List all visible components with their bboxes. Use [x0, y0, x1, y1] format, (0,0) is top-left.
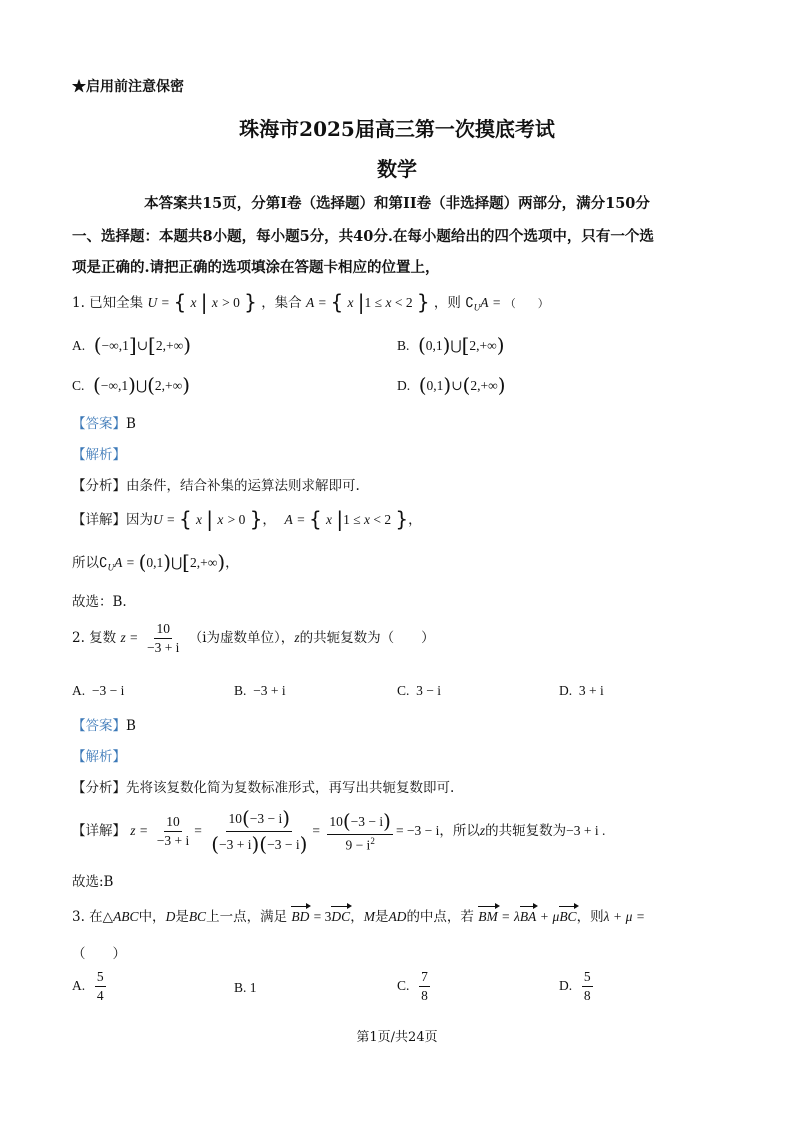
q2-fenxi-text: 先将该复数化简为复数标准形式，再写出共轭复数即可. [126, 780, 455, 796]
q1-detail: 【详解】因为U = { x | x > 0 }， A = { x |1 ≤ x < 2 }， [72, 507, 422, 531]
q1-stem-text-b: ，集合 [261, 295, 302, 311]
q1-fenxi [72, 474, 360, 494]
q2-detail-end: 的共轭复数为 [485, 823, 567, 839]
q1-analysis-tag: 【解析】 [72, 447, 126, 463]
q1-stem-paren: （ ） [504, 297, 549, 310]
fenxi-tag: 【分析】 [72, 478, 126, 494]
q3-stem-text-d: 上一点，满足 [206, 909, 288, 925]
q1-detail-text-a: 因为 [126, 512, 153, 528]
q1-result: 所以$∁_UA$ = (0,1)⋃[2,+∞)， [72, 550, 239, 574]
q1-answer [72, 412, 136, 432]
q2-stem-text-a: 2. 复数 [72, 630, 117, 647]
q2-answer-value: B [126, 718, 136, 734]
answer-tag: 【答案】 [72, 416, 126, 432]
q1-fenxi-text: 由条件，结合补集的运算法则求解即可. [126, 478, 360, 494]
confidential-note: ★启用前注意保密 [72, 79, 184, 95]
section-instruction-line2: 项是正确的.请把正确的选项填涂在答题卡相应的位置上， [72, 259, 440, 276]
q1-set-u: U [147, 295, 158, 310]
q2-option-c[interactable]: C. 3 − i [397, 683, 441, 698]
q3-option-c[interactable]: C. $\frac{7}{8}$ [397, 969, 428, 1004]
exam-title: 珠海市2025届高三第一次摸底考试 [239, 117, 555, 141]
question-2-stem: 2. 复数 z = $\frac{10}{-3 + i}$ （i为虚数单位），z的共轭复数为（ ） [72, 621, 435, 656]
q3-stem-text-c: 是 [175, 909, 189, 925]
q1-option-d[interactable]: D. (0,1)∪(2,+∞) [397, 373, 506, 397]
q3-stem-text-b: 中， [138, 909, 166, 925]
detail-tag: 【详解】 [72, 823, 126, 839]
q1-option-c[interactable]: C. (−∞,1)⋃(2,+∞) [72, 373, 191, 397]
q2-option-b[interactable]: B. −3 + i [234, 683, 286, 698]
q1-stem-text-a: 1. 已知全集 [72, 295, 144, 311]
q3-stem-text-h: ，则 [576, 909, 604, 925]
q2-option-a[interactable]: A. −3 − i [72, 683, 125, 698]
q3-stem-paren: （ ） [72, 946, 126, 962]
q2-fenxi [72, 776, 454, 796]
q2-stem-text-b: （i为虚数单位）， [188, 630, 295, 647]
q2-answer [72, 714, 136, 734]
detail-tag: 【详解】 [72, 512, 126, 528]
q3-stem-text-e: ， [350, 909, 364, 925]
q1-detail-text-b: ， [262, 512, 276, 528]
q3-option-a[interactable]: A. $\frac{5}{4}$ [72, 969, 104, 1004]
q2-detail: 【详解】 z = $\frac{10}{-3 + i}$ = $\frac{10(-3 - i)}{(-3 + i)(-3 - i)}$ = $\frac{10(-3 - i)}{9 - i^2}$ = −3 − i，所以z的共轭复数为−3 + i . [72, 806, 606, 856]
question-3-stem: 3. 在△ABC中，D是BC上一点，满足 BD = 3DC，M是AD的中点，若 BM = λBA + μBC，则λ + μ = [72, 909, 645, 925]
q3-option-b[interactable]: B. 1 [234, 980, 257, 995]
q1-option-b[interactable]: B. (0,1)⋃[2,+∞) [397, 333, 505, 357]
q3-stem-text-f: 是 [374, 909, 389, 925]
q1-so-text: 所以 [72, 555, 99, 571]
fenxi-tag: 【分析】 [72, 780, 126, 796]
q2-stem-text-c: 的共轭复数为（ ） [299, 630, 435, 647]
answer-tag: 【答案】 [72, 718, 126, 734]
q2-option-d[interactable]: D. 3 + i [559, 683, 604, 698]
q3-stem-text-g: 的中点，若 [406, 909, 474, 925]
q1-detail-text-c: ， [408, 512, 422, 528]
page-number: 第1页/共24页 [356, 1030, 438, 1045]
q1-set-a: A [305, 295, 315, 310]
q3-option-d[interactable]: D. $\frac{5}{8}$ [559, 969, 591, 1004]
q1-option-a[interactable]: A. (−∞,1]∪[2,+∞) [72, 333, 192, 357]
q3-stem-text-a: 3. 在△ [72, 909, 114, 925]
question-1-stem: 1. 已知全集 U = { x | x > 0 } ，集合 A = { x |1 ≤ x < 2 } ，则 $∁_UA$ = （ ） [72, 290, 549, 314]
q1-conclusion: 故选：B. [72, 594, 127, 610]
q2-detail-mid: ，所以 [439, 823, 480, 839]
section-instruction-line1: 一、选择题：本题共8小题，每小题5分，共40分.在每小题给出的四个选项中，只有一个选 [72, 228, 654, 245]
exam-summary: 本答案共15页，分第I卷（选择题）和第II卷（非选择题）两部分，满分150分 [144, 195, 650, 212]
q2-fraction: $\frac{10}{-3 + i}$ [146, 621, 180, 656]
q1-stem-text-c: ，则 [433, 295, 461, 311]
subject-title: 数学 [377, 157, 417, 181]
q2-conclusion: 故选:B [72, 874, 114, 890]
q1-answer-value: B [126, 416, 136, 432]
q2-analysis-tag: 【解析】 [72, 749, 126, 765]
